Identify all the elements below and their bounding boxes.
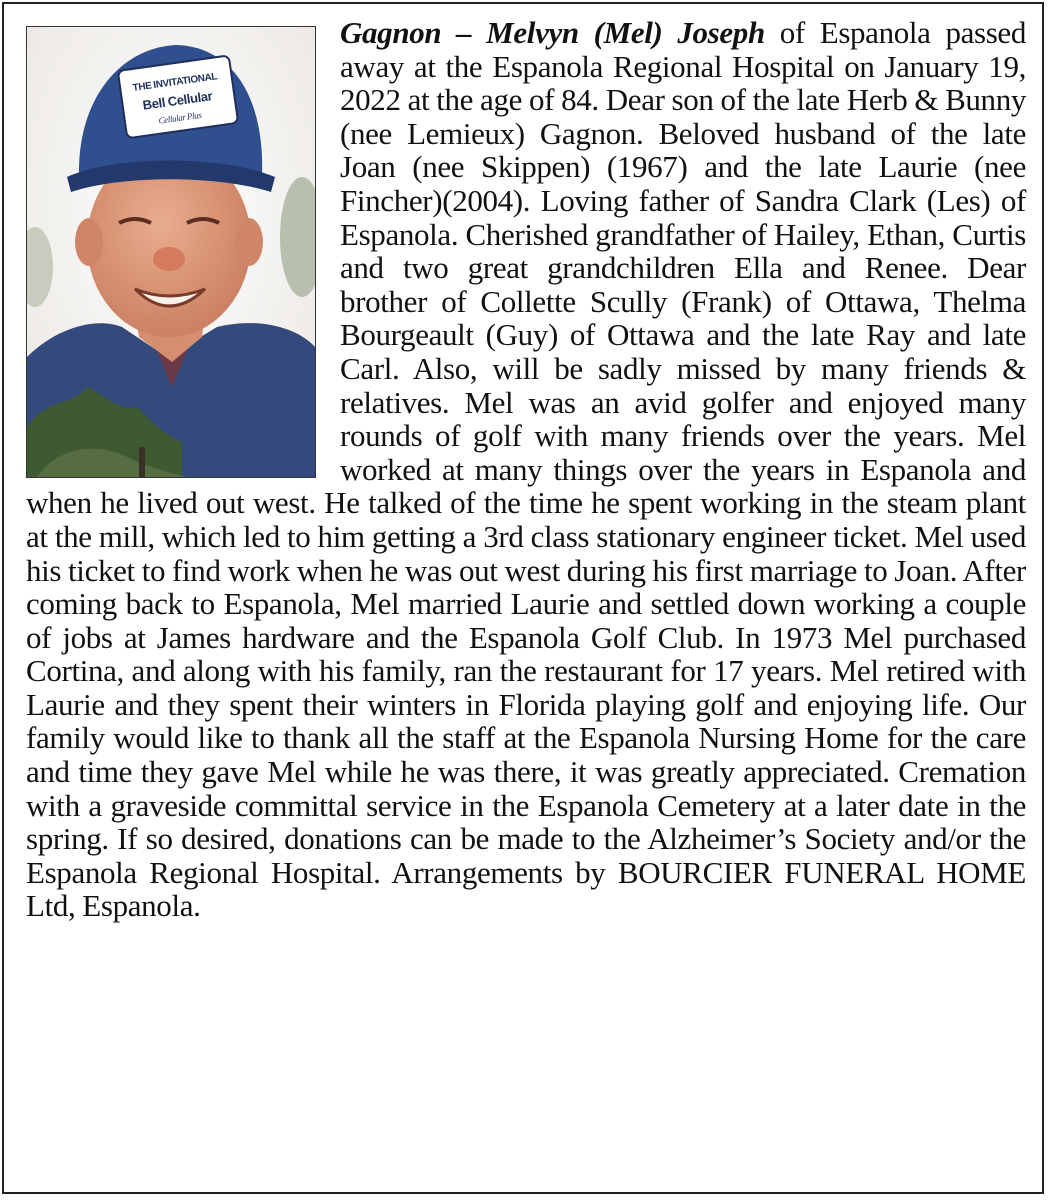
cap-patch-title: THE INVITATIONAL xyxy=(132,71,218,95)
obituary-text xyxy=(26,16,1026,923)
obituary-body: of Espanola passed away at the Espanola Regional Hospital on January 19, 2022 at the age of 84. Dear son of the late Herb & Bunny (nee Lemieux) Gagnon. Beloved husband of the late Joan (nee Skippen) (1967) and the late Laurie (nee Fincher)(2004). Loving father of Sandra Clark (Les) of Espanola. Cherished grandfather of Hailey, Ethan, Curtis and two great grandchildren Ella and Renee. Dear brother of Collette Scully (Frank) of Ottawa, Thelma Bourgeault (Guy) of Ottawa and the late Ray and late Carl. Also, will be sadly missed by many friends & relatives. Mel was an avid golfer and enjoyed many rounds of golf with many friends over the years. Mel worked at many things over the years in Espanola and when he lived out west. He talked of the time he spent working in the steam plant at the mill, which led to him getting a 3rd class stationary engineer ticket. Mel used his ticket to find work when he was out west during his first marriage to Joan. After coming back to Espanola, Mel married Laurie and settled down working a couple of jobs at James hardware and the Espanola Golf Club. In 1973 Mel purchased Cortina, and along with his family, ran the restaurant for 17 years. Mel retired with Laurie and they spent their winters in Florida playing golf and enjoying life. Our family would like to thank all the staff at the Espanola Nursing Home for the care and time they gave Mel while he was there, it was greatly appreciated. Cremation with a graveside committal service in the Espanola Cemetery at a later date in the spring. If so desired, donations can be made to the Alzheimer’s Society and/or the Espanola Regional Hospital. Arrangements by BOURCIER FUNERAL HOME Ltd, Espanola. xyxy=(26,15,1026,924)
deceased-name: Gagnon – Melvyn (Mel) Joseph xyxy=(340,15,765,50)
cap-patch-brand: Bell Cellular xyxy=(141,88,214,113)
cap-patch-tagline: Cellular Plus xyxy=(157,109,203,126)
portrait-photo xyxy=(26,26,316,478)
